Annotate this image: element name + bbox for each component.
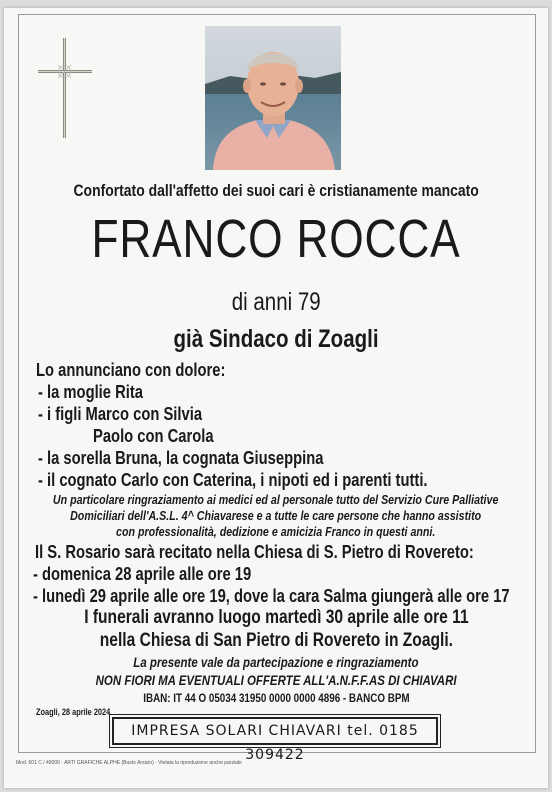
place-date: Zoagli, 28 aprile 2024	[36, 707, 111, 717]
closing-line: NON FIORI MA EVENTUALI OFFERTE ALL'A.N.F.F.AS DI CHIAVARI	[95, 672, 457, 688]
title-line: già Sindaco di Zoagli	[173, 325, 379, 353]
rosary-date: - domenica 28 aprile alle ore 19	[33, 564, 252, 584]
closing-line: La presente vale da partecipazione e ringraziamento	[133, 654, 419, 670]
thanks-line: Un particolare ringraziamento ai medici ed al personale tutto del Servizio Cure Palliative	[53, 492, 499, 507]
relative-line: - i figli Marco con Silvia	[38, 404, 203, 424]
age-line: di anni 79	[231, 288, 321, 316]
thanks-line: con professionalità, dedizione e amicizia Franco in questi anni.	[116, 524, 436, 539]
portrait-photo	[205, 26, 341, 170]
rosary-date: - lunedì 29 aprile alle ore 19, dove la cara Salma giungerà alle ore 17	[33, 586, 510, 606]
company-box: IMPRESA SOLARI CHIAVARI tel. 0185 309422	[112, 717, 438, 745]
rosary-line: Il S. Rosario sarà recitato nella Chiesa di S. Pietro di Rovereto:	[35, 542, 474, 562]
relative-line: - il cognato Carlo con Caterina, i nipoti ed i parenti tutti.	[38, 470, 428, 490]
funeral-line: nella Chiesa di San Pietro di Rovereto in Zoagli.	[99, 630, 453, 651]
deceased-name: FRANCO ROCCA	[91, 209, 461, 269]
relative-line: Paolo con Carola	[93, 426, 214, 446]
iban-line: IBAN: IT 44 O 05034 31950 0000 0000 4896 - BANCO BPM	[142, 691, 410, 705]
announce-line: Lo annunciano con dolore:	[36, 360, 226, 380]
relative-line: - la sorella Bruna, la cognata Giuseppina	[38, 448, 324, 468]
thanks-line: Domiciliari dell'A.S.L. 4^ Chiavarese e a tutte le care persone che hanno assistito	[70, 508, 482, 523]
relative-line: - la moglie Rita	[38, 382, 143, 402]
cross-icon	[34, 32, 96, 142]
small-print: Mod. 601 C / 49000 · ARTI GRAFICHE ALPHE (Busto Arsizio) · Vietata la riproduzione anche parziale	[16, 760, 242, 766]
funeral-line: I funerali avranno luogo martedì 30 aprile alle ore 11	[83, 607, 469, 628]
intro-line: Confortato dall'affetto dei suoi cari è cristianamente mancato	[73, 181, 479, 200]
